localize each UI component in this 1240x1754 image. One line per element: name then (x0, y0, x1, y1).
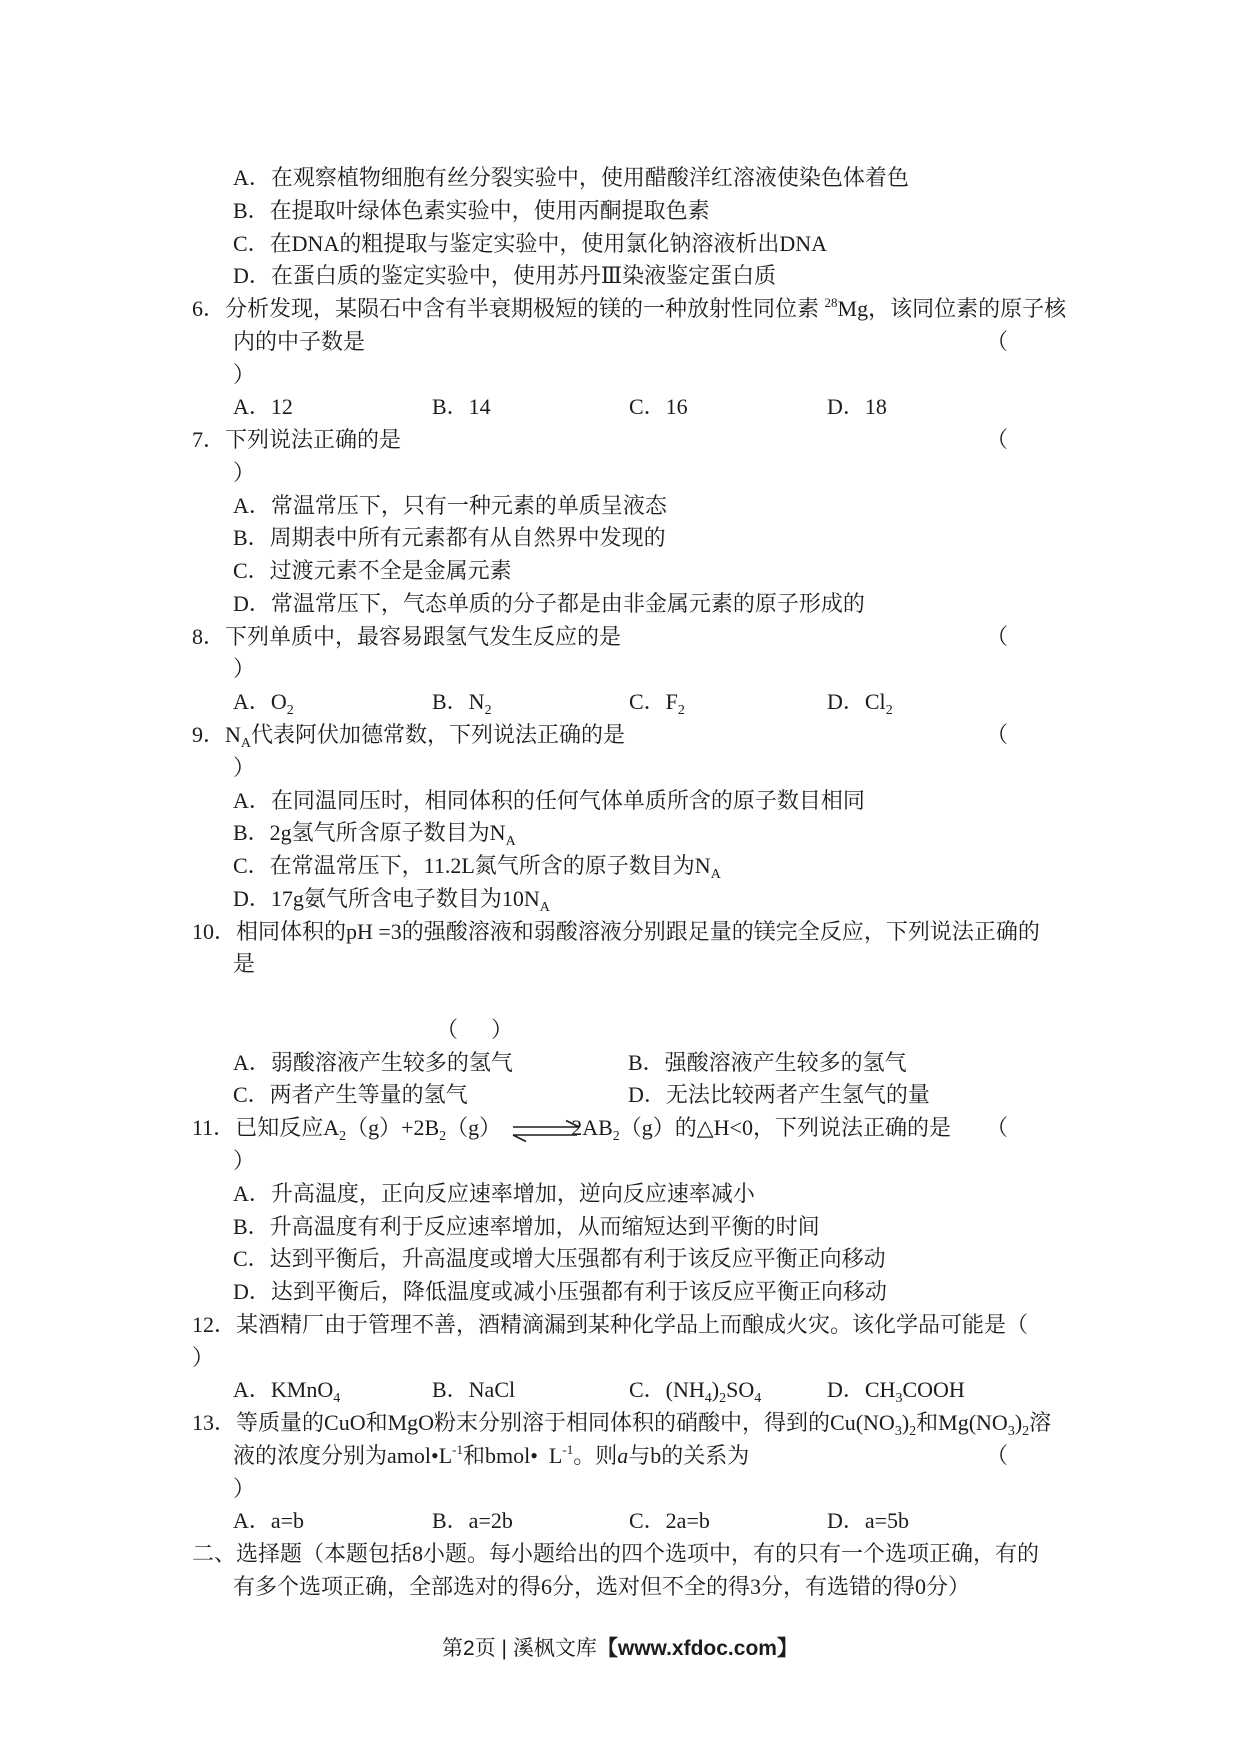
answer-paren-close: ） (233, 656, 256, 682)
q6-paren-close-line (0, 359, 1240, 392)
q8-options (0, 686, 1240, 719)
question-number: 9． (192, 722, 226, 748)
question-number: 6． (192, 296, 226, 322)
superscript: -1 (452, 1441, 463, 1457)
stem-text: 2AB (571, 1115, 613, 1141)
stem-text: 溶 (1029, 1410, 1052, 1436)
subscript: 2 (719, 1391, 727, 1407)
subscript: 3 (895, 1391, 903, 1407)
answer-paren-close: ） (233, 1475, 256, 1501)
q6-option-a: A．12 (233, 394, 293, 420)
q7-option-d (0, 588, 1240, 621)
q11-option-c (0, 1243, 1240, 1276)
stem-text: 下列单质中，最容易跟氢气发生反应的是 (225, 623, 622, 649)
q6-options (0, 391, 1240, 424)
q10-option-a: A．弱酸溶液产生较多的氢气 (233, 1049, 513, 1075)
q8-option-d (827, 686, 893, 723)
answer-paren-open: （ (986, 328, 1009, 354)
q13-option-b: B．a=2b (432, 1508, 513, 1534)
subscript: 2 (1022, 1424, 1030, 1440)
stem-text: 分析发现，某陨石中含有半衰期极短的镁的一种放射性同位素 (225, 296, 825, 322)
question-number: 12． (192, 1311, 237, 1337)
stem-text: 已知反应A (235, 1115, 340, 1141)
subscript: 2 (885, 703, 893, 719)
stem-text: 内的中子数是 (233, 328, 366, 354)
stem-text: Mg，该同位素的原子核 (837, 296, 1067, 322)
q8-paren-close-line (0, 653, 1240, 686)
answer-paren-close: ） (233, 1147, 256, 1173)
option-text: A．O (233, 689, 287, 715)
stem-text: 与b的关系为 (628, 1442, 750, 1468)
q8-option-a (233, 686, 294, 723)
subscript: 2 (612, 1129, 620, 1145)
stem-text: N (225, 722, 241, 748)
q6-option-c: C．16 (629, 394, 688, 420)
q10-option-b: B．强酸溶液产生较多的氢气 (628, 1049, 907, 1075)
answer-paren-open: （ (986, 722, 1009, 748)
subscript: 4 (704, 1391, 712, 1407)
stem-text: 是 (233, 951, 256, 977)
option-text: SO (726, 1377, 755, 1403)
option-text: C．达到平衡后，升高温度或增大压强都有利于该反应平衡正向移动 (233, 1246, 886, 1272)
answer-paren-open: （ (986, 623, 1009, 649)
italic-variable: a (617, 1442, 629, 1468)
q9-option-c (0, 850, 1240, 883)
q7-stem (0, 424, 1240, 457)
page-content (0, 162, 1240, 1604)
q12-stem (0, 1309, 1240, 1342)
q11-option-d (0, 1276, 1240, 1309)
section2-heading-line1 (0, 1538, 1240, 1571)
option-text: D．Cl (827, 689, 886, 715)
section2-heading-line2 (0, 1571, 1240, 1604)
footer-site-label: 【www.xfdoc.com】 (596, 1637, 798, 1660)
q9-paren-close-line (0, 752, 1240, 785)
stem-text: 相同体积的pH =3的强酸溶液和弱酸溶液分别跟足量的镁完全反应，下列说法正确的 (236, 918, 1040, 944)
subscript: 2 (286, 703, 294, 719)
option-text: D．常温常压下，气态单质的分子都是由非金属元素的原子形成的 (233, 590, 865, 616)
q6-stem-line1 (0, 293, 1240, 326)
stem-text: ) (901, 1410, 910, 1436)
q11-option-a (0, 1178, 1240, 1211)
q10-option-c: C．两者产生等量的氢气 (233, 1082, 468, 1108)
q12-options (0, 1374, 1240, 1407)
option-text: B．升高温度有利于反应速率增加，从而缩短达到平衡的时间 (233, 1213, 820, 1239)
option-text: D．达到平衡后，降低温度或减小压强都有利于该反应平衡正向移动 (233, 1279, 887, 1305)
stem-text: ) (1014, 1410, 1023, 1436)
subscript: 2 (484, 703, 492, 719)
option-text: C．在DNA的粗提取与鉴定实验中，使用氯化钠溶液析出DNA (233, 230, 828, 256)
q5-option-d (0, 260, 1240, 293)
q10-option-d: D．无法比较两者产生氢气的量 (628, 1082, 930, 1108)
answer-paren-open: （ (986, 1115, 1009, 1141)
option-text: B．N (432, 689, 485, 715)
answer-paren-open: （ (1006, 1311, 1029, 1337)
answer-paren-close: ） (233, 754, 256, 780)
q6-option-b: B．14 (432, 394, 491, 420)
q7-option-b (0, 522, 1240, 555)
answer-paren-open: （ (986, 427, 1009, 453)
option-text: B．NaCl (432, 1377, 516, 1403)
question-number: 10． (192, 918, 237, 944)
stem-text: 代表阿伏加德常数，下列说法正确的是 (251, 722, 626, 748)
q9-option-a (0, 785, 1240, 818)
q13-stem-line1 (0, 1407, 1240, 1440)
answer-paren: （ ） (436, 1016, 514, 1042)
option-text: A．在同温同压时，相同体积的任何气体单质所含的原子数目相同 (233, 787, 865, 813)
q12-option-a (233, 1374, 340, 1411)
blank-line (0, 981, 1240, 1014)
option-text: A．常温常压下，只有一种元素的单质呈液态 (233, 492, 667, 518)
q9-option-d (0, 883, 1240, 916)
q12-paren-close-line (0, 1342, 1240, 1375)
q13-paren-close-line (0, 1473, 1240, 1506)
subscript: A (539, 899, 550, 915)
q6-option-d: D．18 (827, 394, 887, 420)
q5-option-b (0, 195, 1240, 228)
answer-paren-open: （ (986, 1442, 1009, 1468)
q10-stem-line2 (0, 948, 1240, 981)
stem-text: （g）的△H<0，下列说法正确的是 (619, 1115, 951, 1141)
q5-option-a (0, 162, 1240, 195)
answer-paren-close: ） (233, 459, 256, 485)
option-text: C．在常温常压下，11.2L氮气所含的原子数目为N (233, 853, 711, 879)
q8-option-c (629, 686, 685, 723)
subscript: 2 (339, 1129, 347, 1145)
option-text: A．KMnO (233, 1377, 334, 1403)
option-text: COOH (902, 1377, 965, 1403)
q13-option-c: C．2a=b (629, 1508, 710, 1534)
option-text: A．在观察植物细胞有丝分裂实验中，使用醋酸洋红溶液使染色体着色 (233, 165, 909, 190)
option-text: B．周期表中所有元素都有从自然界中发现的 (233, 525, 666, 551)
q13-stem-line2 (0, 1440, 1240, 1473)
subscript: 3 (1007, 1424, 1015, 1440)
q12-option-b (432, 1374, 515, 1407)
q10-answer-paren-line (0, 1014, 1240, 1047)
subscript: 2 (909, 1424, 917, 1440)
q11-option-b (0, 1211, 1240, 1244)
subscript: A (710, 867, 721, 883)
option-text: B．2g氢气所含原子数目为N (233, 820, 506, 846)
stem-text: 和bmol• L (462, 1442, 563, 1468)
option-text: D．在蛋白质的鉴定实验中，使用苏丹Ⅲ染液鉴定蛋白质 (233, 263, 777, 289)
q13-option-a: A．a=b (233, 1508, 305, 1534)
q8-stem (0, 621, 1240, 654)
subscript: A (240, 736, 252, 752)
q13-options (0, 1505, 1240, 1538)
stem-text: 液的浓度分别为amol•L (233, 1442, 453, 1468)
question-number: 13． (192, 1410, 237, 1436)
superscript: -1 (562, 1441, 574, 1457)
q9-stem (0, 719, 1240, 752)
subscript: 2 (677, 703, 685, 719)
stem-text: 和Mg(NO (916, 1410, 1008, 1436)
page-footer (0, 1633, 1240, 1665)
q6-stem-line2 (0, 326, 1240, 359)
footer-page-label: 第2页 | 溪枫文库 (442, 1637, 597, 1660)
subscript: A (505, 834, 516, 850)
option-text: D．CH (827, 1377, 896, 1403)
question-number: 11． (192, 1115, 236, 1141)
stem-text: 某酒精厂由于管理不善，酒精滴漏到某种化学品上而酿成火灾。该化学品可能是 (236, 1311, 1007, 1337)
q11-paren-close-line (0, 1145, 1240, 1178)
q7-option-c (0, 555, 1240, 588)
subscript: 4 (333, 1391, 341, 1407)
answer-paren-close: ） (233, 361, 256, 387)
stem-text: 。则 (573, 1442, 618, 1468)
option-text: A．升高温度，正向反应速率增加，逆向反应速率减小 (233, 1180, 755, 1206)
q10-stem-line1 (0, 916, 1240, 949)
q7-paren-close-line (0, 457, 1240, 490)
subscript: 3 (894, 1424, 902, 1440)
q12-option-d (827, 1374, 965, 1411)
option-text: B．在提取叶绿体色素实验中，使用丙酮提取色素 (233, 197, 710, 223)
stem-text: 下列说法正确的是 (225, 427, 402, 453)
mass-number-superscript: 28 (824, 295, 838, 311)
answer-paren-close: ） (192, 1344, 215, 1370)
option-text: C．过渡元素不全是金属元素 (233, 558, 512, 584)
question-number: 8． (192, 623, 226, 649)
option-text: C．(NH (629, 1377, 705, 1403)
option-text: ) (711, 1377, 720, 1403)
subscript: 4 (754, 1391, 762, 1407)
stem-text: 等质量的CuO和MgO粉末分别溶于相同体积的硝酸中，得到的Cu(NO (236, 1410, 895, 1436)
q10-options-row2 (0, 1079, 1240, 1112)
option-text: D．17g氨气所含电子数目为10N (233, 885, 540, 911)
q8-option-b (432, 686, 492, 723)
q10-options-row1 (0, 1047, 1240, 1080)
section-heading-text: 有多个选项正确，全部选对的得6分，选对但不全的得3分，有选错的得0分） (233, 1573, 971, 1599)
question-number: 7． (192, 427, 226, 453)
stem-text: （g） (446, 1115, 502, 1141)
option-text: C．F (629, 689, 678, 715)
q9-option-b (0, 817, 1240, 850)
stem-text: （g）+2B (346, 1115, 440, 1141)
q11-stem (0, 1112, 1240, 1145)
q5-option-c (0, 228, 1240, 261)
section-heading-text: 二、选择题（本题包括8小题。每小题给出的四个选项中，有的只有一个选项正确，有的 (192, 1541, 1040, 1567)
q7-option-a (0, 490, 1240, 523)
q12-option-c (629, 1374, 761, 1411)
q13-option-d: D．a=5b (827, 1508, 910, 1534)
subscript: 2 (439, 1129, 447, 1145)
